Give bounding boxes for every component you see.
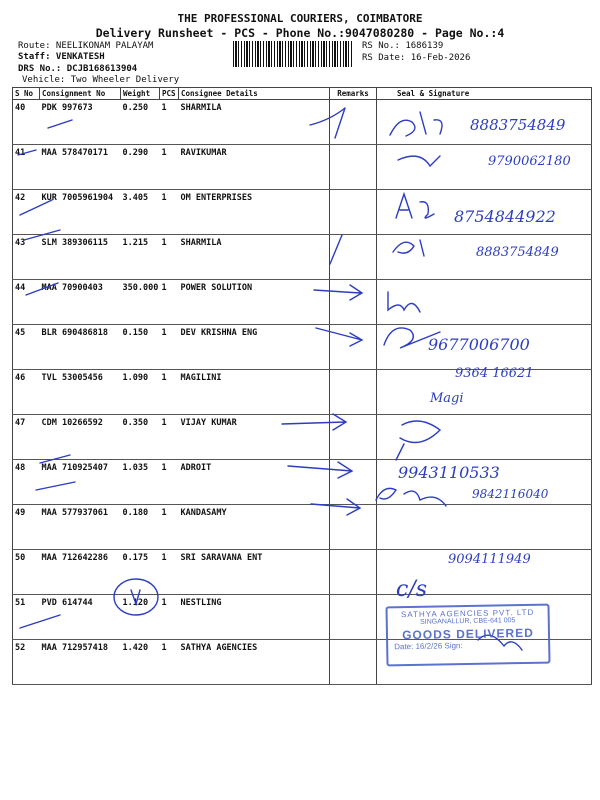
cell-consignee: KANDASAMY [179,505,330,550]
cell-seal-signature [377,280,592,325]
rs-number: RS No.: 1686139 [362,41,444,51]
cell-pcs: 1 [160,640,179,685]
cell-sno: 51 [13,595,40,640]
table-row [13,505,592,550]
cell-weight: 3.405 [121,190,160,235]
cell-consignee: DEV KRISHNA ENG [179,325,330,370]
cell-sno: 47 [13,415,40,460]
handwritten-phone: 9677006700 [428,335,530,354]
cell-seal-signature [377,370,592,415]
cell-consignment-no: KUR 7005961904 [40,190,121,235]
cell-seal-signature [377,325,592,370]
cell-pcs: 1 [160,595,179,640]
cell-consignee: SHARMILA [179,100,330,145]
table-row [13,460,592,505]
cell-pcs: 1 [160,100,179,145]
drs-number: DRS No.: DCJB168613904 [18,64,138,74]
col-weight: Weight [121,88,160,100]
col-consignee-details: Consignee Details [179,88,330,100]
cell-remarks [330,640,377,685]
cell-pcs: 1 [160,190,179,235]
consignment-table [12,87,592,685]
cell-weight: 1.090 [121,370,160,415]
cell-consignment-no: MAA 70900403 [40,280,121,325]
rs-date: RS Date: 16-Feb-2026 [362,53,471,63]
cell-weight: 0.290 [121,145,160,190]
cell-sno: 52 [13,640,40,685]
cell-pcs: 1 [160,235,179,280]
cell-seal-signature [377,190,592,235]
cell-pcs: 1 [160,370,179,415]
table-header-row [13,88,592,100]
cell-consignment-no: TVL 53005456 [40,370,121,415]
cell-consignee: MAGILINI [179,370,330,415]
handwritten-phone: 9790062180 [488,154,571,169]
cell-consignment-no: PVD 614744 [40,595,121,640]
cell-consignment-no: SLM 389306115 [40,235,121,280]
cell-seal-signature [377,415,592,460]
cell-weight: 0.175 [121,550,160,595]
cell-weight: 0.150 [121,325,160,370]
cell-sno: 48 [13,460,40,505]
col-sno: S No [13,88,40,100]
cell-weight: 0.250 [121,100,160,145]
cell-remarks [330,550,377,595]
cell-seal-signature [377,100,592,145]
handwritten-name: Magi [430,391,464,406]
cell-consignee: NESTLING [179,595,330,640]
cell-pcs: 1 [160,505,179,550]
cell-remarks [330,595,377,640]
cell-consignment-no: PDK 997673 [40,100,121,145]
cell-consignment-no: MAA 712642286 [40,550,121,595]
cell-seal-signature [377,460,592,505]
cell-sno: 41 [13,145,40,190]
cell-remarks [330,370,377,415]
handwritten-phone: 8883754849 [470,116,566,134]
cell-seal-signature [377,550,592,595]
cell-pcs: 1 [160,415,179,460]
cell-pcs: 1 [160,325,179,370]
stamp-company: SATHYA AGENCIES PVT. LTD [400,607,535,620]
table-row [13,100,592,145]
table-row [13,280,592,325]
handwritten-phone: 9094111949 [448,552,531,567]
cell-consignee: OM ENTERPRISES [179,190,330,235]
cell-sno: 43 [13,235,40,280]
cell-remarks [330,190,377,235]
company-title: THE PROFESSIONAL COURIERS, COIMBATORE [177,12,423,25]
table-row [13,415,592,460]
cell-remarks [330,415,377,460]
cell-weight: 0.180 [121,505,160,550]
cell-weight: 1.420 [121,640,160,685]
handwritten-phone: 9943110533 [398,463,500,482]
col-pcs: PCS [160,88,179,100]
cell-remarks [330,325,377,370]
cell-remarks [330,505,377,550]
cell-consignee: POWER SOLUTION [179,280,330,325]
stamp-date: Date: 16/2/26 Sign: [394,641,463,652]
cell-consignment-no: MAA 710925407 [40,460,121,505]
table-row [13,145,592,190]
cell-seal-signature [377,235,592,280]
cell-pcs: 1 [160,550,179,595]
handwritten-phone: 8883754849 [476,245,559,260]
cell-consignment-no: CDM 10266592 [40,415,121,460]
staff-label: Staff: VENKATESH [18,52,105,62]
handwritten-phone: 9842116040 [472,487,549,501]
cell-weight: 1.215 [121,235,160,280]
cell-remarks [330,280,377,325]
cell-sno: 42 [13,190,40,235]
cell-sno: 45 [13,325,40,370]
col-remarks: Remarks [330,88,377,100]
cell-consignee: RAVIKUMAR [179,145,330,190]
cell-sno: 49 [13,505,40,550]
stamp-status: GOODS DELIVERED [402,625,534,643]
cell-consignee: SATHYA AGENCIES [179,640,330,685]
cell-remarks [330,145,377,190]
delivery-stamp [385,604,550,667]
cell-remarks [330,100,377,145]
cell-seal-signature [377,505,592,550]
cell-weight: 350.000 [121,280,160,325]
cell-consignee: VIJAY KUMAR [179,415,330,460]
cell-consignment-no: MAA 578470171 [40,145,121,190]
cell-weight: 1.035 [121,460,160,505]
cell-pcs: 1 [160,460,179,505]
table-row [13,190,592,235]
barcode-image [233,41,353,67]
cell-seal-signature [377,145,592,190]
col-consignment: Consignment No [40,88,121,100]
cell-sno: 46 [13,370,40,415]
cell-sno: 44 [13,280,40,325]
cell-consignee: SHARMILA [179,235,330,280]
cell-consignment-no: MAA 712957418 [40,640,121,685]
route-label: Route: NEELIKONAM PALAYAM [18,41,154,51]
cell-weight: 1.120 [121,595,160,640]
table-row [13,550,592,595]
cell-weight: 0.350 [121,415,160,460]
table-row [13,325,592,370]
cell-remarks [330,235,377,280]
vehicle-label: Vehicle: Two Wheeler Delivery [22,75,180,85]
cell-consignment-no: BLR 690486818 [40,325,121,370]
col-seal-signature: Seal & Signature [377,88,592,100]
cell-sno: 40 [13,100,40,145]
table-row [13,370,592,415]
cell-pcs: 1 [160,145,179,190]
handwritten-phone: 9364 16621 [455,366,534,381]
cell-remarks [330,460,377,505]
handwritten-phone: 8754844922 [454,207,556,226]
cell-consignment-no: MAA 577937061 [40,505,121,550]
cell-sno: 50 [13,550,40,595]
stamp-address: SINGANALLUR, CBE-641 005 [420,617,516,626]
cell-pcs: 1 [160,280,179,325]
cell-consignee: ADROIT [179,460,330,505]
handwritten-initials: c/s [396,577,428,602]
runsheet-subtitle: Delivery Runsheet - PCS - Phone No.:9047080280 - Page No.:4 [95,26,505,40]
cell-consignee: SRI SARAVANA ENT [179,550,330,595]
table-row [13,235,592,280]
